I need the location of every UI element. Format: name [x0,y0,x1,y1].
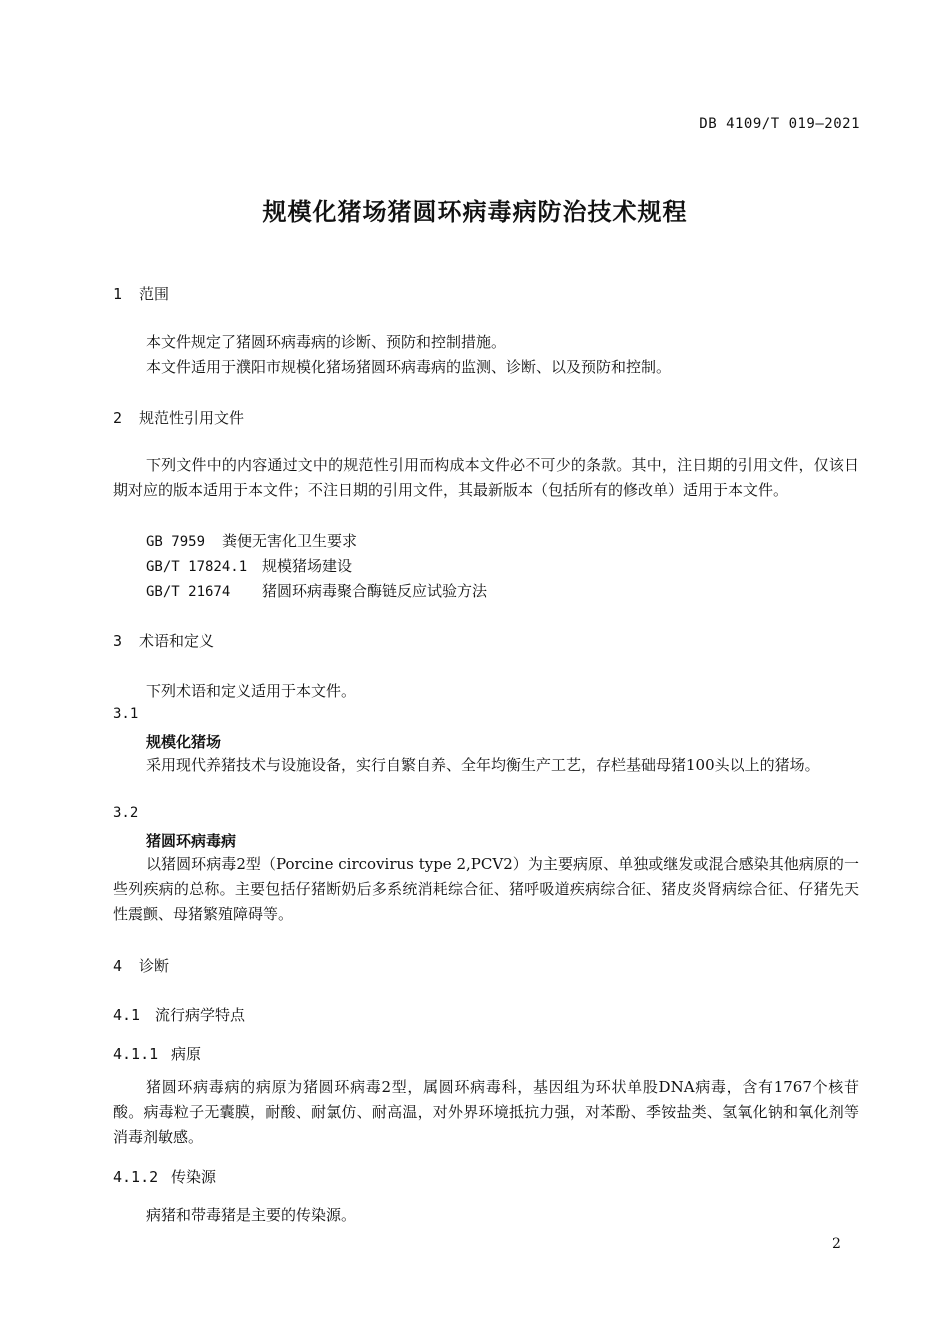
section-title: 规范性引用文件 [139,409,245,427]
term-name: 规模化猪场 [146,733,222,751]
subsection-4-1-heading [113,1004,245,1025]
paragraph: 下列术语和定义适用于本文件。 [146,682,357,700]
page-title: 规模化猪场猪圆环病毒病防治技术规程 [262,198,688,226]
section-title: 术语和定义 [139,632,215,650]
section-2-heading [113,407,244,428]
reference-item [146,580,487,601]
section-number: 2 [113,409,123,427]
reference-item [146,555,352,576]
paragraph: 本文件规定了猪圆环病毒病的诊断、预防和控制措施。 [146,333,507,351]
document-code: DB 4109/T 019—2021 [699,116,860,132]
section-4-heading [113,955,169,976]
term-number: 3.1 [113,706,139,722]
section-number: 1 [113,285,123,303]
section-3-heading [113,630,214,651]
reference-title: 规模猪场建设 [262,557,353,575]
subsection-number: 4.1.1 [113,1045,159,1063]
term-definition: 以猪圆环病毒2型（Porcine circovirus type 2,PCV2）为主要病原、单独或继发或混合感染其他病原的一些列疾病的总称。主要包括仔猪断奶后多系统消耗综合征、猪呼吸道疾病综合征、猪皮炎肾病综合征、仔猪先天性震颤、母猪繁殖障碍等。 [113,855,859,923]
subsection-title: 传染源 [171,1168,217,1186]
reference-title: 粪便无害化卫生要求 [222,532,358,550]
subsection-4-1-1-heading [113,1043,201,1064]
subsection-number: 4.1.2 [113,1168,159,1186]
paragraph: 本文件适用于濮阳市规模化猪场猪圆环病毒病的监测、诊断、以及预防和控制。 [146,358,672,376]
section-title: 诊断 [139,957,170,975]
reference-code: GB/T 21674 [146,584,231,600]
paragraph: 下列文件中的内容通过文中的规范性引用而构成本文件必不可少的条款。其中，注日期的引用文件，仅该日期对应的版本适用于本文件；不注日期的引用文件，其最新版本（包括所有的修改单）适用于本文件。 [113,456,859,499]
subsection-title: 流行病学特点 [155,1006,246,1024]
reference-item [146,530,357,551]
term-definition: 采用现代养猪技术与设施设备，实行自繁自养、全年均衡生产工艺，存栏基础母猪100头以上的猪场。 [146,756,820,774]
paragraph: 病猪和带毒猪是主要的传染源。 [146,1206,357,1224]
section-number: 3 [113,632,123,650]
reference-code: GB/T 17824.1 [146,559,248,575]
reference-title: 猪圆环病毒聚合酶链反应试验方法 [262,582,488,600]
page-number: 2 [832,1236,841,1252]
subsection-title: 病原 [171,1045,202,1063]
subsection-number: 4.1 [113,1006,141,1024]
term-name: 猪圆环病毒病 [146,832,237,850]
paragraph: 猪圆环病毒病的病原为猪圆环病毒2型，属圆环病毒科，基因组为环状单股DNA病毒，含有1767个核苷酸。病毒粒子无囊膜，耐酸、耐氯仿、耐高温，对外界环境抵抗力强，对苯酚、季铵盐类、氢氧化钠和氧化剂等消毒剂敏感。 [113,1078,859,1146]
section-title: 范围 [139,285,170,303]
section-1-heading [113,283,169,304]
term-number: 3.2 [113,805,139,821]
reference-code: GB 7959 [146,534,206,550]
section-number: 4 [113,957,123,975]
subsection-4-1-2-heading [113,1166,216,1187]
